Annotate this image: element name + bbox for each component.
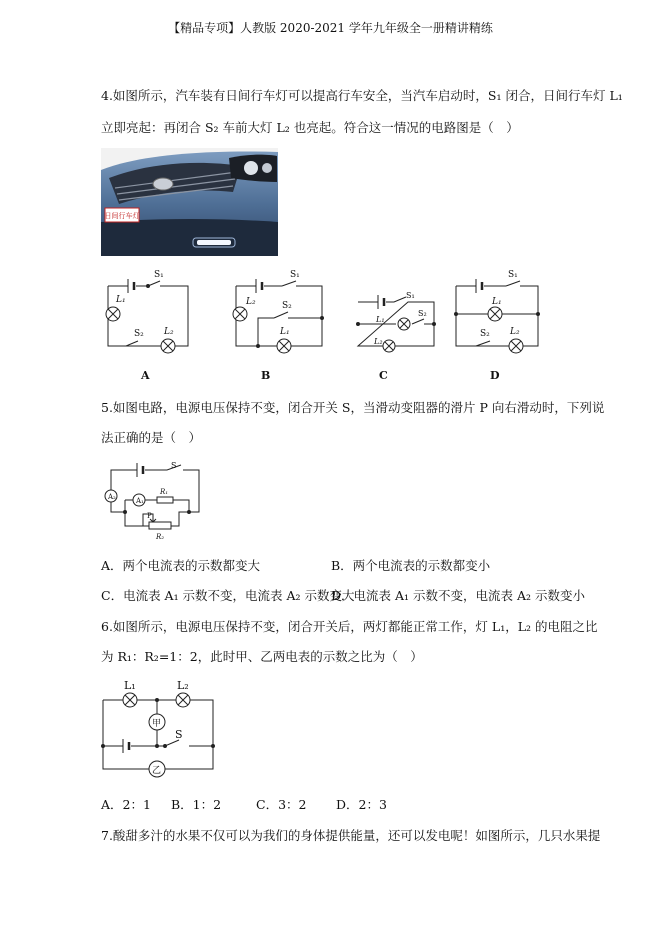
- label-s2: S₂: [282, 301, 292, 311]
- label-s: S: [175, 728, 183, 741]
- label-r1: R₁: [160, 488, 169, 496]
- option-label-a: A: [141, 369, 150, 382]
- label-l1: L₁: [376, 315, 385, 324]
- option-label-c: C: [379, 369, 388, 382]
- label-s2: S₂: [134, 329, 144, 339]
- label-s1: S₁: [290, 270, 300, 280]
- q6-choice-c: C．3：2: [256, 797, 307, 812]
- label-l2: L₂: [164, 327, 174, 337]
- q6-text-line2: 为 R₁：R₂=1：2，此时甲、乙两电表的示数之比为（ ）: [101, 649, 423, 664]
- label-s1: S₁: [508, 270, 518, 280]
- label-s2: S₂: [480, 329, 490, 339]
- label-p: P: [147, 512, 152, 520]
- q6-text-line1: 6.如图所示，电源电压保持不变，闭合开关后，两灯都能正常工作，灯 L₁，L₂ 的电阻之比: [101, 619, 598, 634]
- q6-choice-b: B．1：2: [171, 797, 222, 812]
- label-l2: L₂: [246, 297, 256, 307]
- option-label-b: B: [261, 369, 271, 382]
- label-s1: S₁: [154, 270, 164, 280]
- q5-text-line2: 法正确的是（ ）: [101, 430, 202, 445]
- q5-circuit-diagram: [101, 460, 207, 542]
- label-l1: L₁: [280, 327, 290, 337]
- circuit-c: [357, 291, 436, 352]
- q5-text-line1: 5.如图电路，电源电压保持不变，闭合开关 S，当滑动变阻器的滑片 P 向右滑动时，下列说: [101, 400, 605, 415]
- q4-circuit-diagrams: [96, 264, 556, 356]
- q4-text-line1: 4.如图所示，汽车装有日间行车灯可以提高行车安全，当汽车启动时，S₁ 闭合，日间行车灯 L₁: [101, 88, 623, 103]
- q5-choice-b: B．两个电流表的示数都变小: [331, 558, 491, 573]
- label-r2: R₂: [156, 533, 165, 541]
- q7-text-line1: 7.酸甜多汁的水果不仅可以为我们的身体提供能量，还可以发电呢！如图所示，几只水果提: [101, 828, 601, 843]
- page-header: 【精品专项】人教版 2020-2021 学年九年级全一册精讲精练: [168, 21, 493, 35]
- q5-choice-d: D．电流表 A₁ 示数不变，电流表 A₂ 示数变小: [331, 588, 585, 603]
- label-l2: L₂: [177, 679, 189, 692]
- label-a1: A₁: [136, 497, 144, 505]
- label-s1: S₁: [406, 291, 415, 300]
- label-l1: L₁: [492, 297, 502, 307]
- q5-choice-a: A．两个电流表的示数都变大: [101, 558, 261, 573]
- circuit-d: [455, 270, 540, 353]
- label-l1: L₁: [124, 679, 136, 692]
- label-a2: A₂: [108, 493, 116, 501]
- q4-text-line2: 立即亮起：再闭合 S₂ 车前大灯 L₂ 也亮起。符合这一情况的电路图是（ ）: [101, 120, 519, 135]
- label-s: S: [171, 461, 177, 470]
- label-s2: S₂: [418, 309, 427, 318]
- car-badge-text: 日间行车灯: [104, 212, 140, 220]
- label-l2: L₂: [510, 327, 520, 337]
- q6-choice-a: A．2：1: [101, 797, 151, 812]
- label-l2: L₂: [374, 337, 383, 346]
- q6-circuit-diagram: [101, 676, 221, 781]
- q6-choice-d: D．2：3: [336, 797, 387, 812]
- option-label-d: D: [490, 369, 500, 382]
- label-l1: L₁: [116, 295, 126, 305]
- meter-yi: 乙: [152, 766, 162, 776]
- meter-jia: 甲: [152, 719, 162, 729]
- circuit-b: [233, 270, 324, 353]
- car-badge: [105, 208, 140, 222]
- q5-choice-c: C．电流表 A₁ 示数不变，电流表 A₂ 示数变大: [101, 588, 355, 603]
- car-photo: [101, 148, 278, 256]
- circuit-a: [106, 270, 188, 353]
